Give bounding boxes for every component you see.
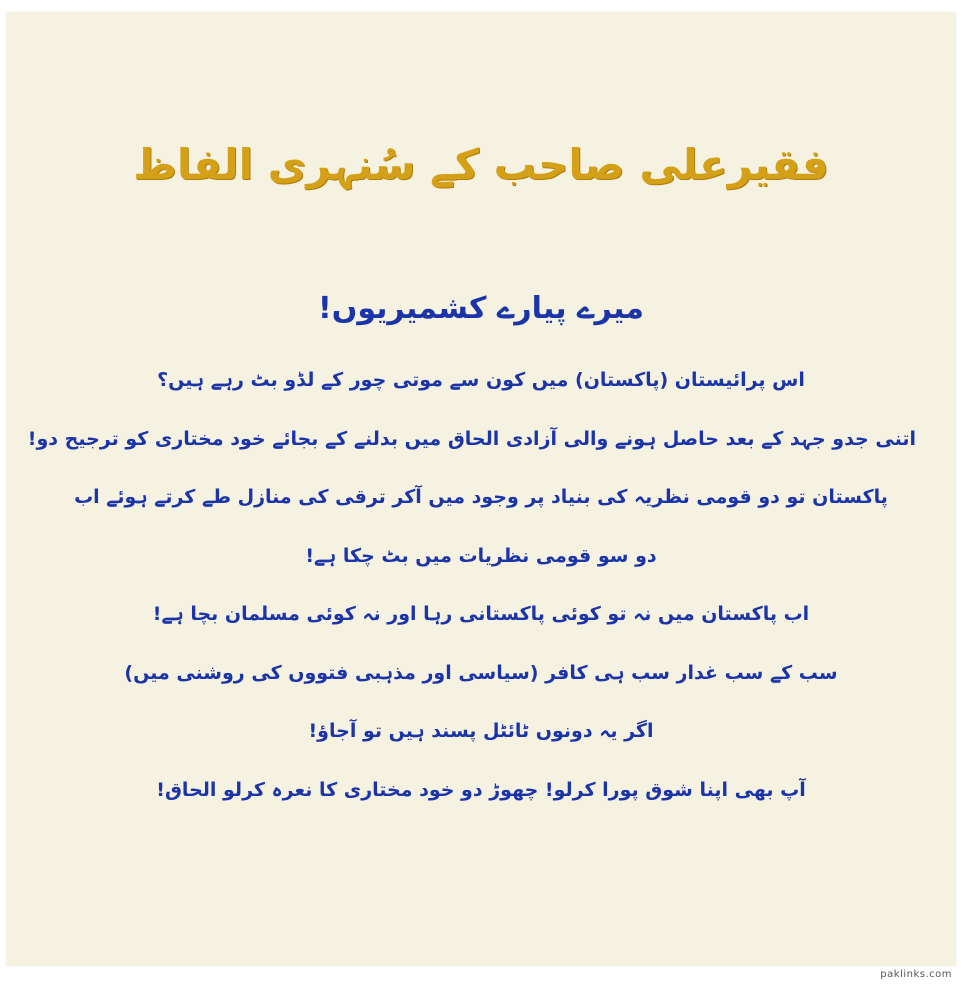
message-line: دو سو قومی نظریات میں بٹ چکا ہے! [305,544,657,567]
greeting-heading: میرے پیارے کشمیریوں! [318,291,644,326]
message-line: اتنی جدو جہد کے بعد حاصل ہونے والی آزادی الحاق میں بدلنے کے بجائے خود مختاری کو ترجیح دو! [27,427,916,450]
message-body [27,358,916,826]
poster-title: فقیرعلی صاحب کے سُنہری الفاظ [133,140,829,189]
watermark-text: paklinks.com [880,969,952,980]
message-line: پاکستان تو دو قومی نظریہ کی بنیاد پر وجود میں آکر ترقی کی منازل طے کرتے ہوئے اب [74,486,888,508]
message-line: آپ بھی اپنا شوق پورا کرلو! چھوڑ دو خود مختاری کا نعرہ کرلو الحاق! [156,778,806,801]
message-line: اس پرائیستان (پاکستان) میں کون سے موتی چور کے لڈو بٹ رہے ہیں؟ [157,369,805,391]
message-line: اب پاکستان میں نہ تو کوئی پاکستانی رہا اور نہ کوئی مسلمان بچا ہے! [152,603,810,625]
poster-card [6,12,956,966]
message-line: سب کے سب غدار سب ہی کافر (سیاسی اور مذہبی فتووں کی روشنی میں) [124,661,838,684]
message-line: اگر یہ دونوں ٹائٹل پسند ہیں تو آجاؤ! [308,720,654,742]
